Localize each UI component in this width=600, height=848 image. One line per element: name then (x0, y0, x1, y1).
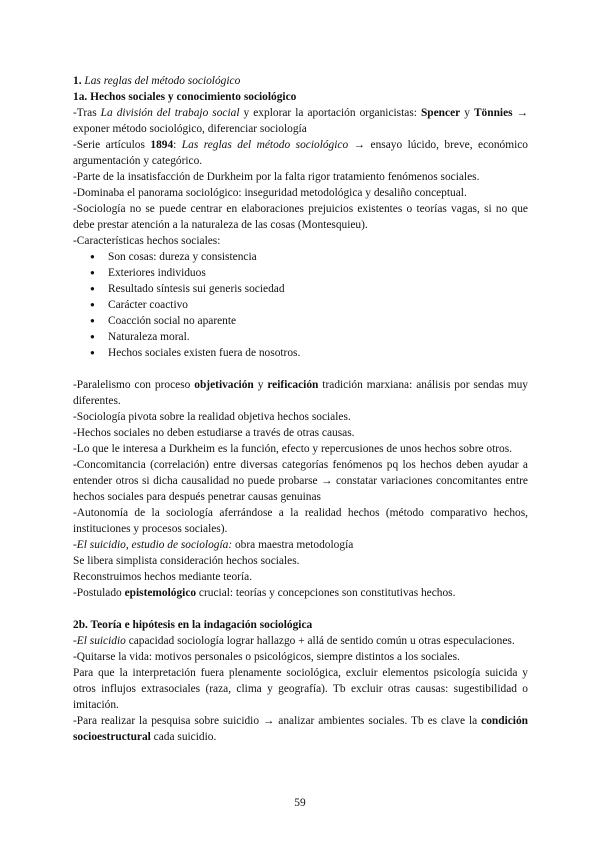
list-item: ● Son cosas: dureza y consistencia (90, 249, 528, 265)
paragraph: -Concomitancia (correlación) entre diversas categorías fenómenos pq los hechos deben ayudar a entender otros si dicha causalidad no puede probarse → constatar variaciones concomitantes entre hechos sociales para después penetrar causas genuinas (73, 459, 528, 503)
paragraph: -Tras La división del trabajo social y explorar la aportación organicistas: Spencer y Tönnies → exponer método sociológico, diferenciar sociología (73, 107, 528, 135)
paragraph: -Serie artículos 1894: Las reglas del método sociológico → ensayo lúcido, breve, económico argumentación y categórico. (73, 139, 528, 167)
paragraph: -Características hechos sociales: (73, 235, 221, 247)
spacer (73, 361, 528, 377)
list-item: ● Carácter coactivo (90, 297, 528, 313)
characteristics-list (73, 249, 528, 361)
list-item: ● Resultado síntesis sui generis sociedad (90, 281, 528, 297)
list-item: ● Exteriores individuos (90, 265, 528, 281)
paragraph: -Para realizar la pesquisa sobre suicidio → analizar ambientes sociales. Tb es clave la condición socioestructural cada suicidio. (73, 715, 528, 743)
paragraph: -Paralelismo con proceso objetivación y reificación tradición marxiana: análisis por sendas muy diferentes. (73, 379, 528, 407)
list-item: ● Coacción social no aparente (90, 313, 528, 329)
section-1-heading (73, 73, 528, 89)
paragraph: -El suicidio, estudio de sociología: obra maestra metodología (73, 539, 354, 551)
spacer (73, 601, 528, 617)
paragraph: Reconstruimos hechos mediante teoría. (73, 571, 253, 583)
paragraph: -Postulado epistemológico crucial: teorías y concepciones son constitutivas hechos. (73, 587, 456, 599)
paragraph: -Sociología no se puede centrar en elaboraciones prejuicios existentes o teorías vagas, si no que debe prestar atención a la naturaleza de las cosas (Montesquieu). (73, 203, 528, 231)
paragraph: -Sociología pivota sobre la realidad objetiva hechos sociales. (73, 411, 351, 423)
paragraph: -Autonomía de la sociología aferrándose a la realidad hechos (método comparativo hechos, instituciones y procesos sociales). (73, 507, 528, 535)
list-item: ● Naturaleza moral. (90, 329, 528, 345)
paragraph: -Quitarse la vida: motivos personales o psicológicos, siempre distintos a los sociales. (73, 651, 460, 663)
paragraph: Para que la interpretación fuera plenamente sociológica, excluir elementos psicología suicida y otros influjos extrasociales (raza, clima y geografía). Tb excluir otras causas: sugestibilidad o imitación. (73, 667, 528, 711)
paragraph: -Parte de la insatisfacción de Durkheim por la falta rigor tratamiento fenómenos sociales. (73, 171, 480, 183)
list-item: ● Hechos sociales existen fuera de nosotros. (90, 345, 528, 361)
section-1-title: Las reglas del método sociológico (84, 75, 241, 87)
paragraph: -Hechos sociales no deben estudiarse a través de otras causas. (73, 427, 355, 439)
page-number: 59 (294, 797, 306, 809)
subsection-2b-heading: 2b. Teoría e hipótesis en la indagación sociológica (73, 619, 313, 631)
section-1-number: 1. (73, 75, 82, 87)
paragraph: -Dominaba el panorama sociológico: inseguridad metodológica y desaliño conceptual. (73, 187, 467, 199)
paragraph: Se libera simplista consideración hechos sociales. (73, 555, 300, 567)
paragraph: -El suicidio capacidad sociología lograr hallazgo + allá de sentido común u otras especulaciones. (73, 635, 515, 647)
subsection-1a-heading: 1a. Hechos sociales y conocimiento sociológico (73, 91, 297, 103)
paragraph: -Lo que le interesa a Durkheim es la función, efecto y repercusiones de unos hechos sobre otros. (73, 443, 513, 455)
